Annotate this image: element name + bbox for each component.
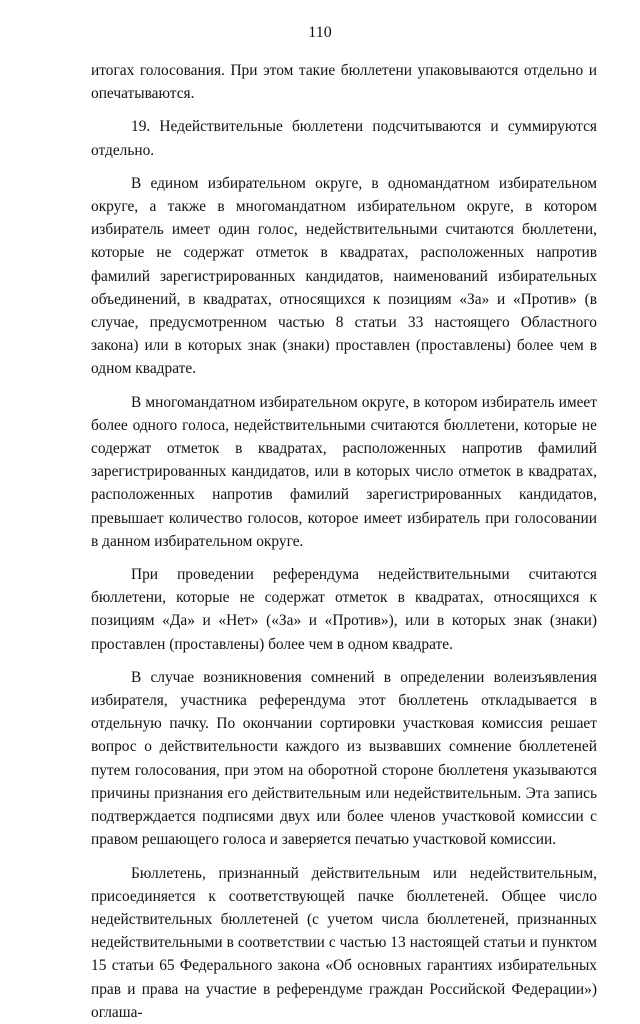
paragraph-multi-mandate: В многомандатном избирательном округе, в котором избиратель имеет более одного голоса, недействительными считаются бюллетени, которые не содержат отметок в квадратах, расположенных напротив фамилий зарегистрированных кандидатов, или в которых число отметок в квадратах, расположенных напротив фамилий зарегистрированных кандидатов, превышает количество голосов, которое имеет избиратель при голосовании в данном избирательном округе. <box>91 393 597 550</box>
document-body <box>91 59 597 1024</box>
paragraph-referendum: При проведении референдума недействительными считаются бюллетени, которые не содержат отметок в квадратах, относящихся к позициям «Да» и «Нет» («За» и «Против»), или в которых знак (знаки) проставлен (проставлены) более чем в одном квадрате. <box>91 566 597 653</box>
paragraph-recognized-ballot: Бюллетень, признанный действительным или недействительным, присоединяется к соответствующей пачке бюллетеней. Общее число недействительных бюллетеней (с учетом числа бюллетеней, признанных недействительными в соответствии с частью 13 настоящей статьи и пунктом 15 статьи 65 Федерального закона «Об основных гарантиях избирательных прав и права на участие в референдуме граждан Российской Федерации») оглаша- <box>91 864 597 1021</box>
paragraph-item-19: 19. Недействительные бюллетени подсчитываются и суммируются отдельно. <box>91 118 597 159</box>
paragraph-single-mandate: В едином избирательном округе, в одномандатном избирательном округе, а также в многомандатном избирательном округе, в котором избиратель имеет один голос, недействительными считаются бюллетени, которые не содержат отметок в квадратах, расположенных напротив фамилий зарегистрированных кандидатов, наименований избирательных объединений, в квадратах, относящихся к позициям «За» и «Против» (в случае, предусмотренном частью 8 статьи 33 настоящего Областного закона) или в которых знак (знаки) проставлен (проставлены) более чем в одном квадрате. <box>91 174 597 378</box>
page-number: 110 <box>308 24 332 41</box>
paragraph-continuation: итогах голосования. При этом такие бюллетени упаковываются отдельно и опечатываются. <box>91 62 597 103</box>
paragraph-doubts: В случае возникновения сомнений в определении волеизъявления избирателя, участника референдума этот бюллетень откладывается в отдельную пачку. По окончании сортировки участковая комиссия решает вопрос о действительности каждого из вызвавших сомнение бюллетеней путем голосования, при этом на оборотной стороне бюллетеня указываются причины признания его действительным или недействительным. Эта запись подтверждается подписями двух или более членов участковой комиссии с правом решающего голоса и заверяется печатью участковой комиссии. <box>91 668 597 849</box>
